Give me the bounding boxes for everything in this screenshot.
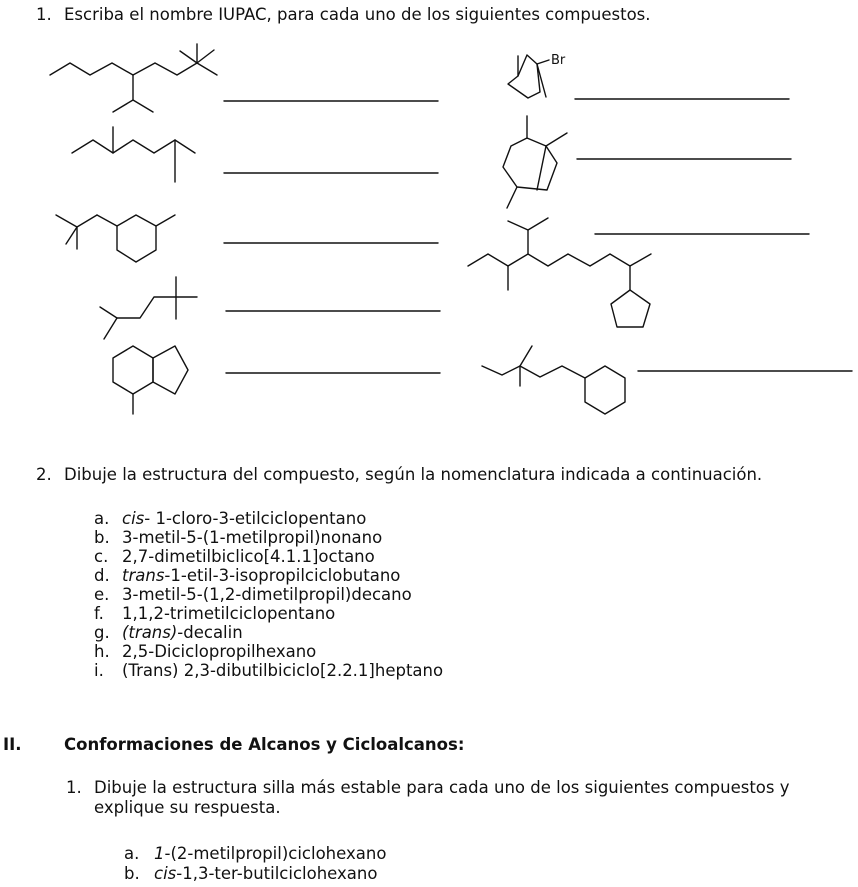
structure-9-cyclohexane — [585, 366, 625, 414]
structure-7-ring — [503, 138, 557, 190]
bromine-label: Br — [551, 53, 566, 68]
list-item-c-letter: c. — [94, 547, 109, 566]
section-2-item-b: cis-1,3-ter-butilciclohexano — [154, 864, 378, 883]
structure-1 — [50, 63, 217, 75]
list-item-g-letter: g. — [94, 623, 110, 642]
structure-4-chain — [117, 297, 176, 318]
section-2-numeral: II. — [3, 735, 22, 754]
list-item-e: 3-metil-5-(1,2-dimetilpropil)decano — [122, 585, 412, 604]
section-2-question-1-line2: explique su respuesta. — [94, 798, 281, 817]
list-item-e-letter: e. — [94, 585, 110, 604]
structure-3-ch2 — [97, 215, 117, 226]
structure-5-pentagon — [153, 346, 188, 394]
structure-3-ring — [117, 215, 156, 262]
structure-7-methyl-bottom — [507, 187, 517, 208]
list-item-a-letter: a. — [94, 509, 110, 528]
section-2-item-a-letter: a. — [124, 844, 140, 863]
list-item-c: 2,7-dimetilbiclico[4.1.1]octano — [122, 547, 375, 566]
structure-1-ethyl — [113, 100, 153, 112]
structure-2 — [72, 140, 195, 153]
structure-1-tbutyl-right — [197, 50, 214, 63]
section-2-question-1-number: 1. — [66, 778, 82, 797]
list-item-b-letter: b. — [94, 528, 110, 547]
list-item-d: trans-1-etil-3-isopropilciclobutano — [122, 566, 401, 585]
section-2-item-b-letter: b. — [124, 864, 140, 883]
structure-8-chain — [468, 254, 651, 266]
chemical-structures — [0, 0, 858, 440]
question-2-number: 2. — [36, 465, 52, 484]
structure-3-methyl — [156, 215, 175, 226]
structure-3-tbutyl-d — [66, 227, 77, 244]
question-2-text: Dibuje la estructura del compuesto, según la nomenclatura indicada a continuación. — [64, 465, 763, 484]
structure-8-cyclopentane — [611, 290, 650, 327]
list-item-a: cis- 1-cloro-3-etilciclopentano — [122, 509, 367, 528]
structure-6-br-bond — [537, 60, 549, 64]
list-item-d-letter: d. — [94, 566, 110, 585]
list-item-f: 1,1,2-trimetilciclopentano — [122, 604, 336, 623]
question-1-text: Escriba el nombre IUPAC, para cada uno de los siguientes compuestos. — [64, 5, 651, 24]
list-item-g: (trans)-decalin — [122, 623, 243, 642]
structure-4 — [100, 307, 117, 339]
list-item-b: 3-metil-5-(1-metilpropil)nonano — [122, 528, 383, 547]
structure-1-tbutyl-left — [180, 51, 197, 63]
section-2-title: Conformaciones de Alcanos y Cicloalcanos: — [64, 735, 465, 754]
list-item-h: 2,5-Diciclopropilhexano — [122, 642, 317, 661]
structure-9-tbutyl-up — [520, 346, 532, 366]
list-item-f-letter: f. — [94, 604, 104, 623]
question-1-number: 1. — [36, 5, 52, 24]
section-2-question-1-line1: Dibuje la estructura silla más estable para cada uno de los siguientes compuestos y — [94, 778, 790, 797]
structure-7-bridge — [537, 146, 546, 190]
list-item-h-letter: h. — [94, 642, 110, 661]
structure-3-tbutyl-a — [77, 215, 97, 227]
structure-3-tbutyl-b — [56, 215, 77, 227]
structure-9-chain — [482, 366, 585, 378]
structure-8-ethyl — [508, 218, 548, 230]
structure-5-hexagon — [113, 346, 153, 394]
structure-7-methyl-right — [546, 133, 567, 146]
structure-6-bicycle — [508, 55, 540, 98]
section-2-item-a: 1-(2-metilpropil)ciclohexano — [154, 844, 387, 863]
list-item-i-letter: i. — [94, 661, 104, 680]
list-item-i: (Trans) 2,3-dibutilbiciclo[2.2.1]heptano — [122, 661, 444, 680]
